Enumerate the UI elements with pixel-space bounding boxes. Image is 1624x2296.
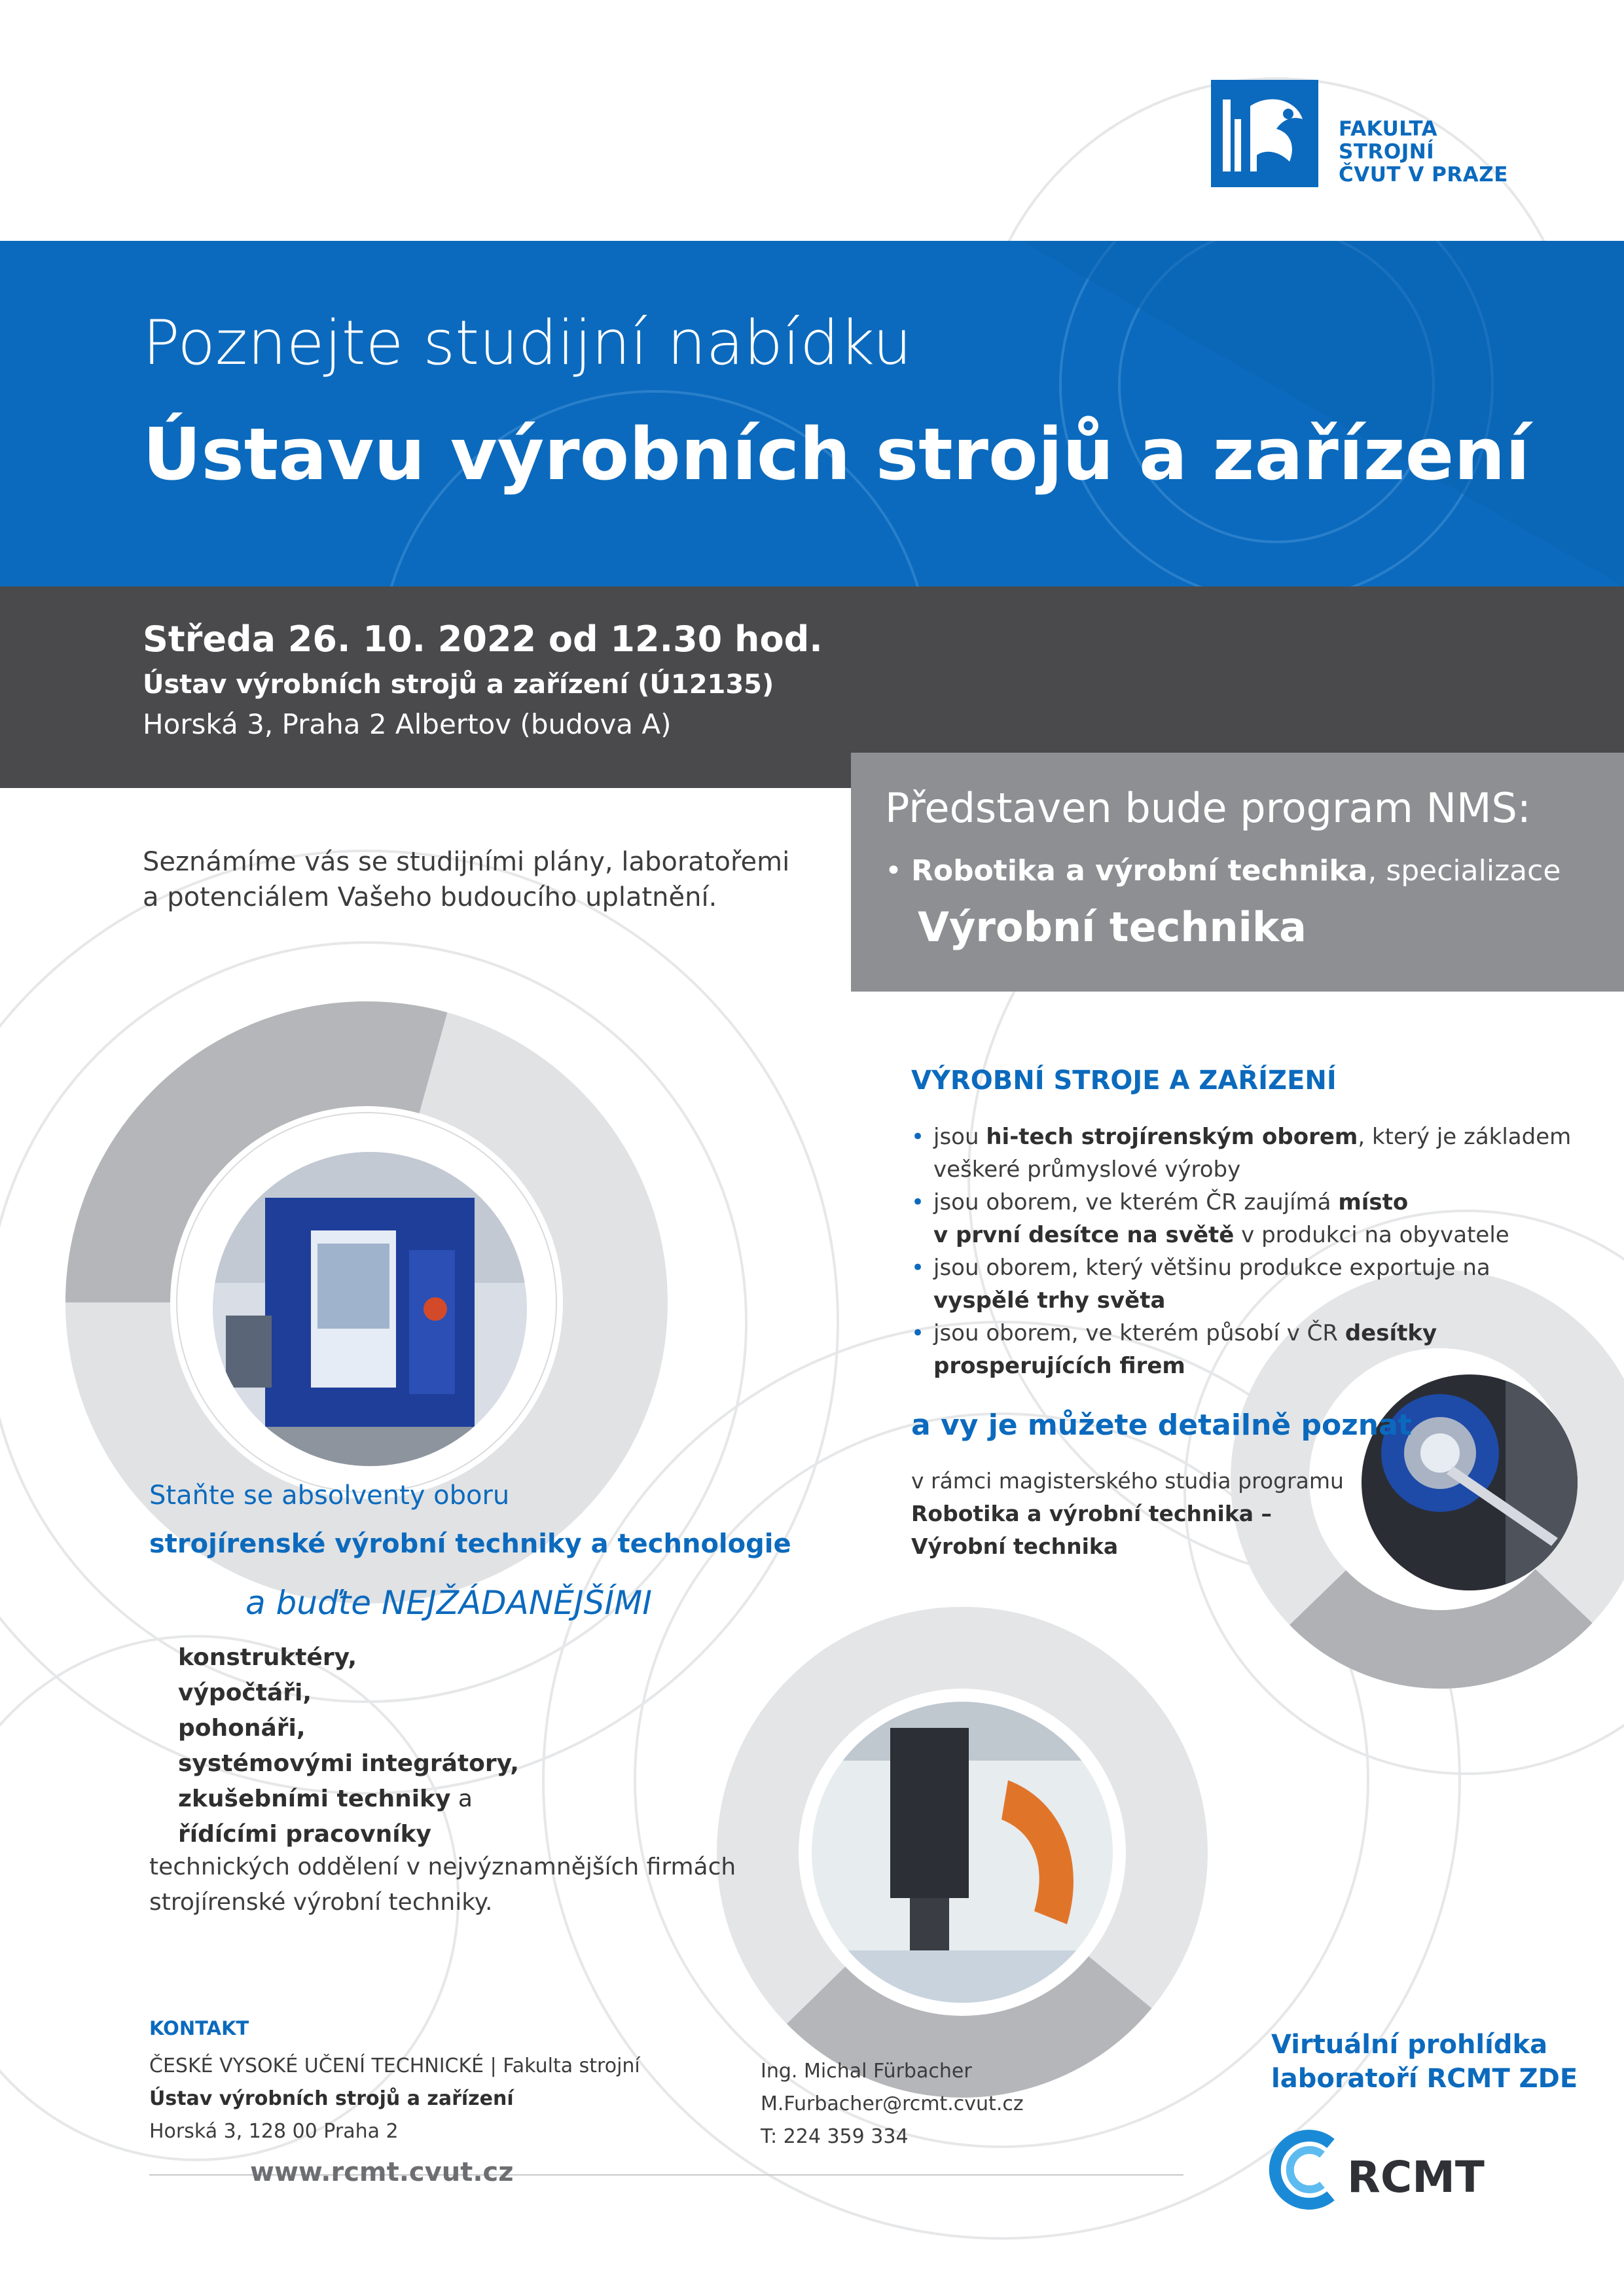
item-emphasis: hi-tech strojírenským oborem <box>986 1124 1358 1150</box>
machines-list <box>911 1121 1592 1382</box>
contact-line-1: ČESKÉ VYSOKÉ UČENÍ TECHNICKÉ | Fakulta strojní <box>149 2054 640 2077</box>
robot-head-image <box>812 1702 1113 2003</box>
graduates-line-3: a buďte NEJŽÁDANĚJŠÍMI <box>245 1584 652 1622</box>
virtual-tour-link[interactable] <box>1271 2028 1578 2096</box>
graduates-line-1: Staňte se absolventy oboru <box>149 1480 510 1511</box>
graduates-tail-1: technických oddělení v nejvýznamnějších firmách <box>149 1854 736 1880</box>
item-emphasis: prosperujících firem <box>933 1353 1185 1379</box>
machine-tool-image <box>213 1152 527 1466</box>
contact-heading: KONTAKT <box>149 2017 249 2039</box>
event-address: Horská 3, Praha 2 Albertov (budova A) <box>143 708 672 740</box>
discover-line-3: Výrobní technika <box>911 1534 1119 1559</box>
machines-heading: VÝROBNÍ STROJE A ZAŘÍZENÍ <box>911 1066 1337 1096</box>
bullet-icon: • <box>885 854 911 888</box>
page-title-line-1: Poznejte studijní nabídku <box>143 308 912 379</box>
item-emphasis: místo <box>1338 1189 1409 1215</box>
item-text: jsou oborem, který většinu produkce exportuje na <box>933 1255 1490 1281</box>
intro-text <box>143 844 797 915</box>
discover-heading: a vy je můžete detailně poznat <box>911 1408 1412 1442</box>
lion-emblem-icon <box>1211 80 1318 187</box>
graduates-tail-2: strojírenské výrobní techniky. <box>149 1889 493 1916</box>
rcmt-logo-icon <box>1269 2127 1347 2212</box>
item-text: jsou oborem, ve kterém ČR zaujímá <box>933 1189 1339 1215</box>
item-text: , který je základem <box>1358 1124 1572 1150</box>
role-item-wrap <box>178 1782 519 1817</box>
intro-line-1: Seznámíme vás se studijními plány, laboratořemi <box>143 847 790 877</box>
bullet-icon: • <box>911 1124 925 1150</box>
discover-text <box>911 1465 1344 1563</box>
program-suffix: , specializace <box>1367 854 1561 888</box>
rcmt-logo-text: RCMT <box>1347 2152 1485 2202</box>
role-item: řídícími pracovníky <box>178 1821 431 1848</box>
list-item <box>911 1186 1592 1251</box>
roles-list <box>178 1640 519 1852</box>
robot-head-photo <box>812 1702 1113 2003</box>
person-email[interactable]: M.Furbacher@rcmt.cvut.cz <box>761 2092 1024 2115</box>
role-item: zkušebními techniky <box>178 1785 451 1812</box>
spindle-image <box>1362 1374 1578 1590</box>
role-item: systémovými integrátory, <box>178 1750 519 1777</box>
person-name: Ing. Michal Fürbacher <box>761 2060 972 2083</box>
bullet-icon: • <box>911 1255 925 1281</box>
item-emphasis: desítky <box>1344 1320 1437 1346</box>
program-bullet <box>885 854 1561 888</box>
discover-line-1: v rámci magisterského studia programu <box>911 1468 1344 1494</box>
item-text: jsou oborem, ve kterém působí v ČR <box>933 1320 1345 1346</box>
page-title-line-2: Ústavu výrobních strojů a zařízení <box>143 412 1530 496</box>
spindle-photo <box>1362 1374 1578 1590</box>
list-item <box>911 1121 1592 1186</box>
intro-line-2: a potenciálem Vašeho budoucího uplatnění. <box>143 882 717 912</box>
logo-line-1: FAKULTA <box>1339 117 1438 141</box>
faculty-name <box>1339 118 1508 187</box>
logo-line-3: ČVUT V PRAZE <box>1339 163 1508 187</box>
discover-line-2: Robotika a výrobní technika – <box>911 1501 1272 1526</box>
program-name: Robotika a výrobní technika <box>911 854 1368 888</box>
list-item <box>911 1251 1592 1317</box>
list-item <box>911 1317 1592 1382</box>
virtual-tour-line-2: laboratoří RCMT ZDE <box>1271 2064 1578 2094</box>
bullet-icon: • <box>911 1320 925 1346</box>
graduates-tail <box>149 1850 736 1920</box>
item-emphasis: v první desítce na světě <box>933 1222 1235 1248</box>
faculty-logo <box>1211 80 1318 187</box>
website-link[interactable]: www.rcmt.cvut.cz <box>250 2157 514 2187</box>
virtual-tour-line-1: Virtuální prohlídka <box>1271 2030 1548 2060</box>
item-text: v produkci na obyvatele <box>1234 1222 1509 1248</box>
person-phone: T: 224 359 334 <box>761 2125 909 2148</box>
role-item: konstruktéry, <box>178 1644 357 1671</box>
role-item: výpočtáři, <box>178 1679 312 1706</box>
item-emphasis: vyspělé trhy světa <box>933 1287 1166 1314</box>
contact-line-3: Horská 3, 128 00 Praha 2 <box>149 2120 399 2143</box>
contact-line-2: Ústav výrobních strojů a zařízení <box>149 2087 514 2110</box>
event-date: Středa 26. 10. 2022 od 12.30 hod. <box>143 619 823 660</box>
graduates-line-2: strojírenské výrobní techniky a technologie <box>149 1529 791 1559</box>
item-text: jsou <box>933 1124 986 1150</box>
contact-address <box>149 2050 640 2148</box>
role-item: pohonáři, <box>178 1715 306 1742</box>
machine-tool-photo <box>213 1152 527 1466</box>
program-specialization: Výrobní technika <box>918 903 1307 951</box>
bullet-icon: • <box>911 1189 925 1215</box>
program-title: Představen bude program NMS: <box>885 784 1531 832</box>
contact-person <box>761 2055 1024 2153</box>
role-conjunction: a <box>450 1785 473 1812</box>
item-text: veškeré průmyslové výroby <box>933 1157 1241 1183</box>
logo-line-2: STROJNÍ <box>1339 140 1435 164</box>
event-institute: Ústav výrobních strojů a zařízení (Ú12135) <box>143 670 774 700</box>
